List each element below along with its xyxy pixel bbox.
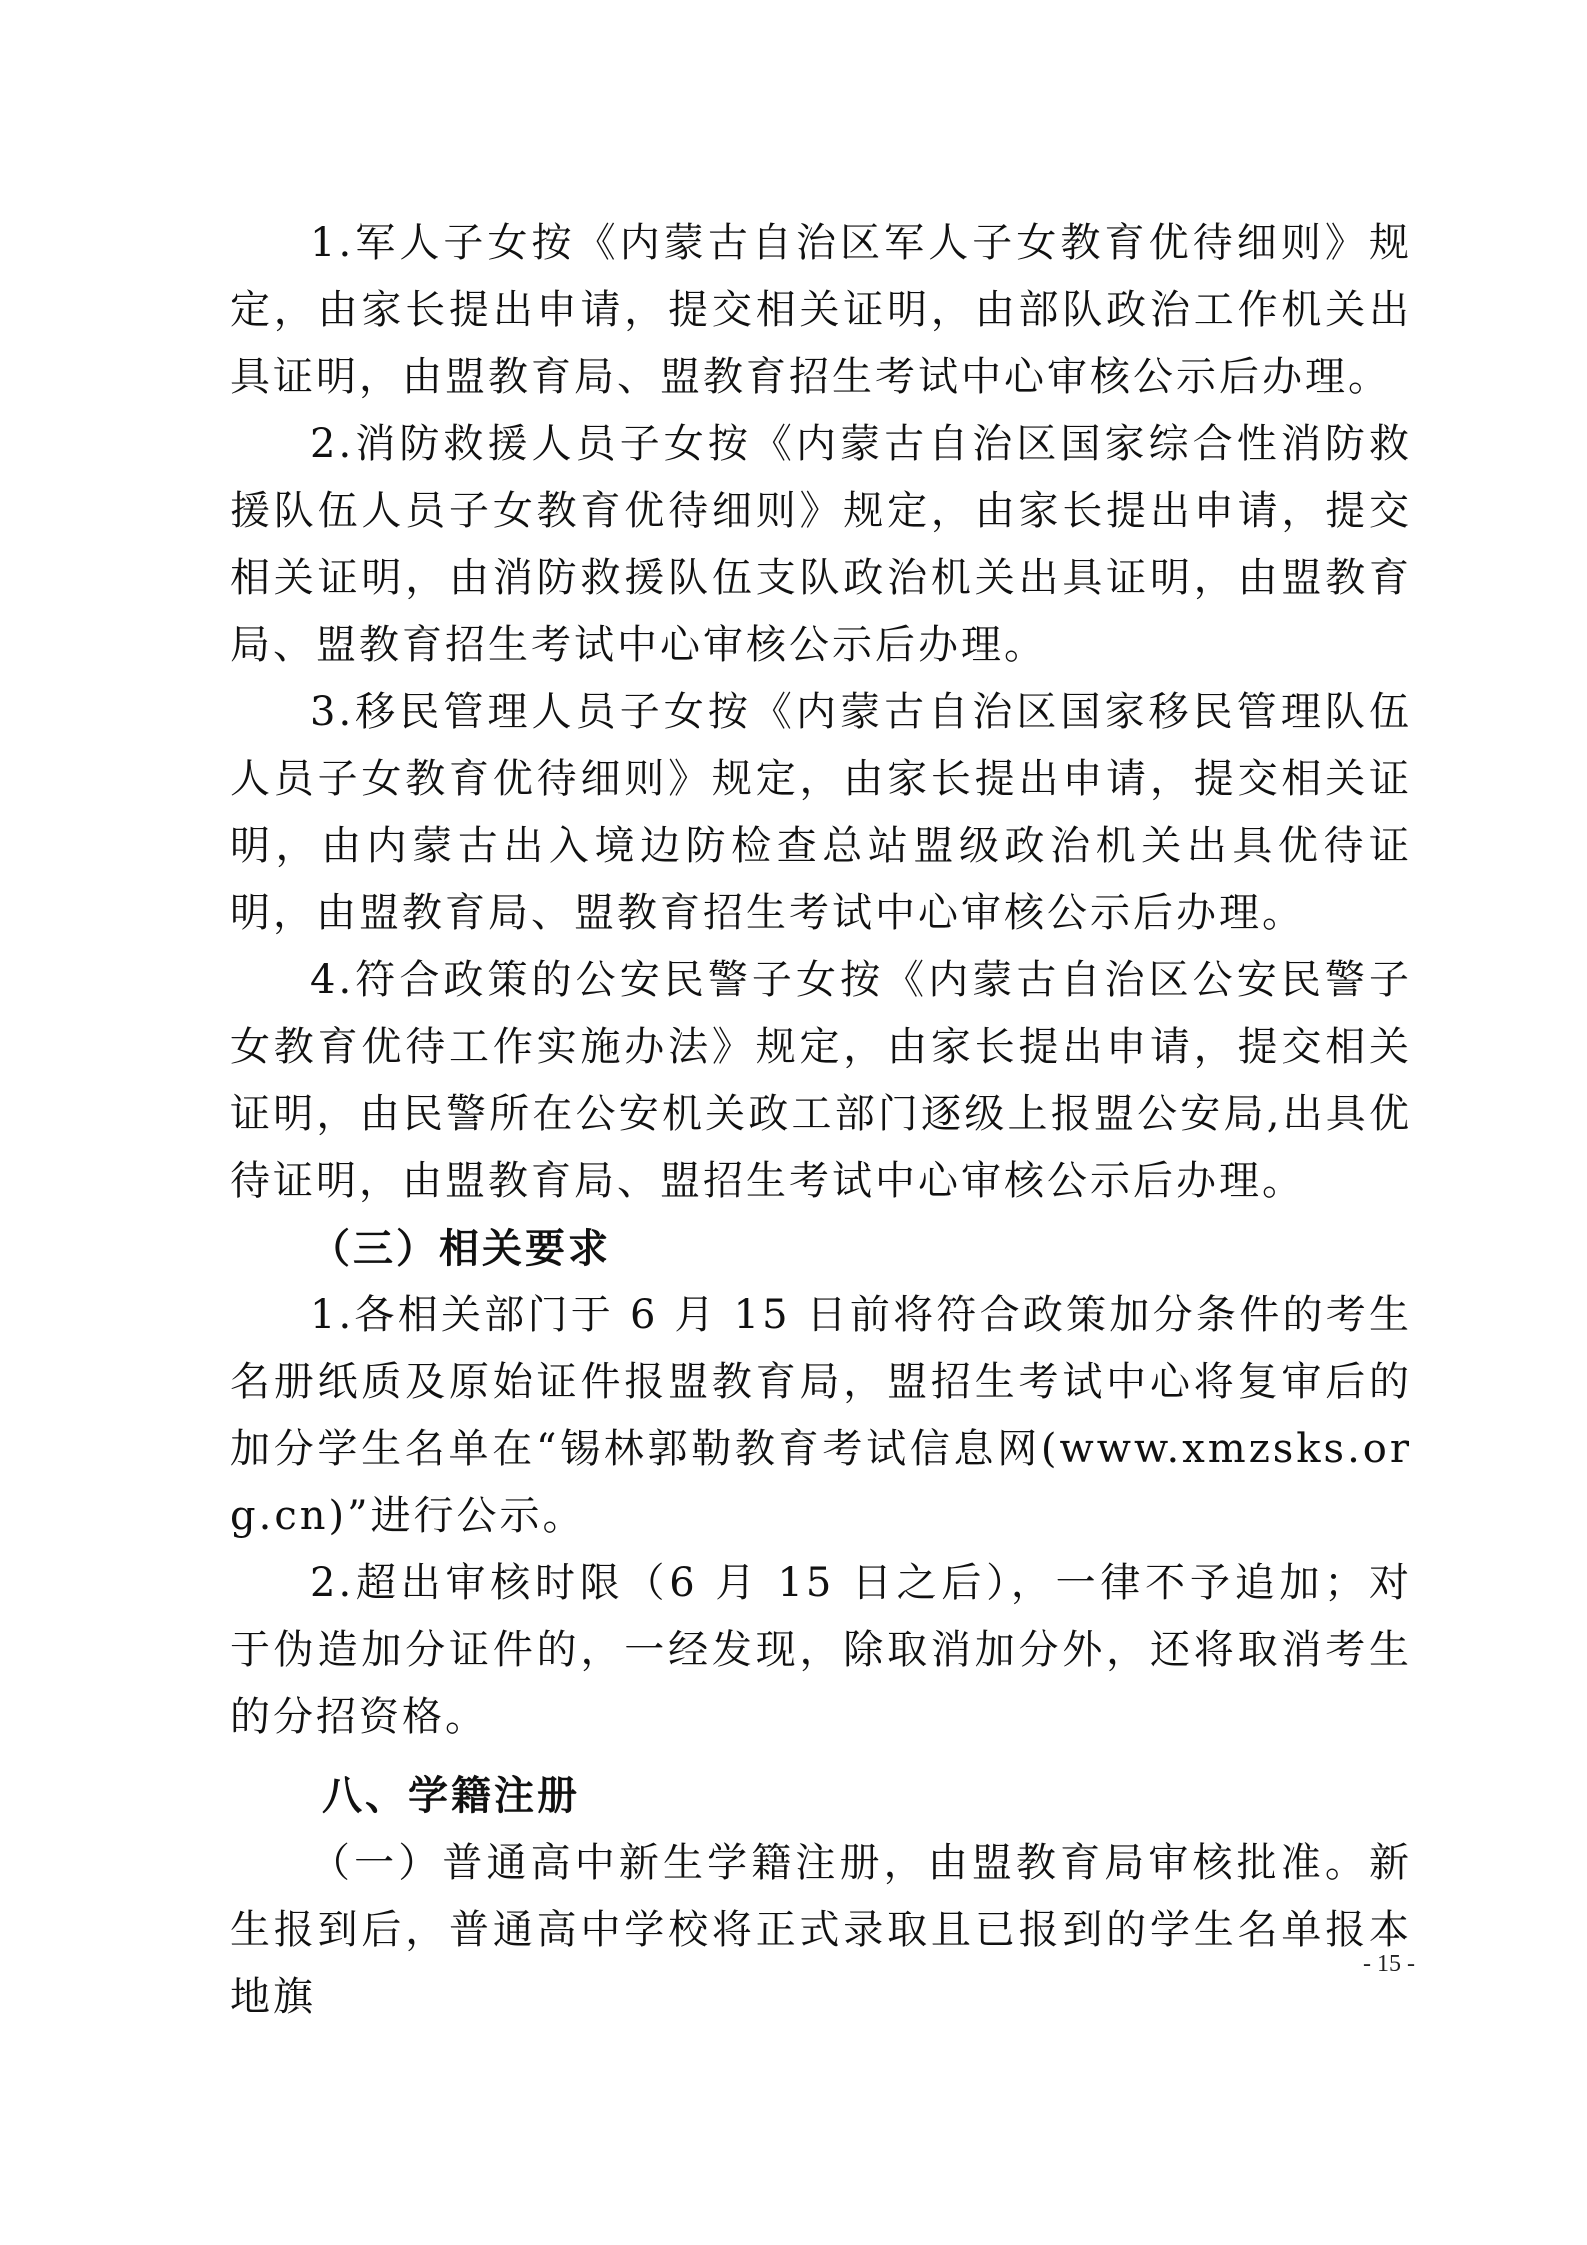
paragraph-military-children: 1.军人子女按《内蒙古自治区军人子女教育优待细则》规定，由家长提出申请，提交相关证明，由部队政治工作机关出具证明，由盟教育局、盟教育招生考试中心审核公示后办理。 <box>230 220 1412 400</box>
paragraph-immigration-children: 3.移民管理人员子女按《内蒙古自治区国家移民管理队伍人员子女教育优待细则》规定，由家长提出申请，提交相关证明，由内蒙古出入境边防检查总站盟级政治机关出具优待证明，由盟教育局、盟教育招生考试中心审核公示后办理。 <box>230 689 1412 936</box>
section-heading-enrollment-registration: 八、学籍注册 <box>322 1773 580 1819</box>
page-number: - 15 - <box>1363 1951 1415 1977</box>
paragraph-requirement-1: 1.各相关部门于 6 月 15 日前将符合政策加分条件的考生名册纸质及原始证件报盟教育局，盟招生考试中心将复审后的加分学生名单在“锡林郭勒教育考试信息网(www.xmzsks.org.cn)”进行公示。 <box>230 1292 1412 1539</box>
subheading-related-requirements: （三）相关要求 <box>310 1225 611 1272</box>
paragraph-registration-1: （一）普通高中新生学籍注册，由盟教育局审核批准。新生报到后，普通高中学校将正式录取且已报到的学生名单报本地旗 <box>230 1840 1412 2020</box>
document-body <box>230 210 1412 2031</box>
paragraph-fire-rescue-children: 2.消防救援人员子女按《内蒙古自治区国家综合性消防救援队伍人员子女教育优待细则》规定，由家长提出申请，提交相关证明，由消防救援队伍支队政治机关出具证明，由盟教育局、盟教育招生考试中心审核公示后办理。 <box>230 421 1412 668</box>
paragraph-police-children: 4.符合政策的公安民警子女按《内蒙古自治区公安民警子女教育优待工作实施办法》规定，由家长提出申请，提交相关证明，由民警所在公安机关政工部门逐级上报盟公安局,出具优待证明，由盟教育局、盟招生考试中心审核公示后办理。 <box>230 957 1412 1204</box>
paragraph-requirement-2: 2.超出审核时限（6 月 15 日之后），一律不予追加；对于伪造加分证件的，一经发现，除取消加分外，还将取消考生的分招资格。 <box>230 1560 1412 1740</box>
